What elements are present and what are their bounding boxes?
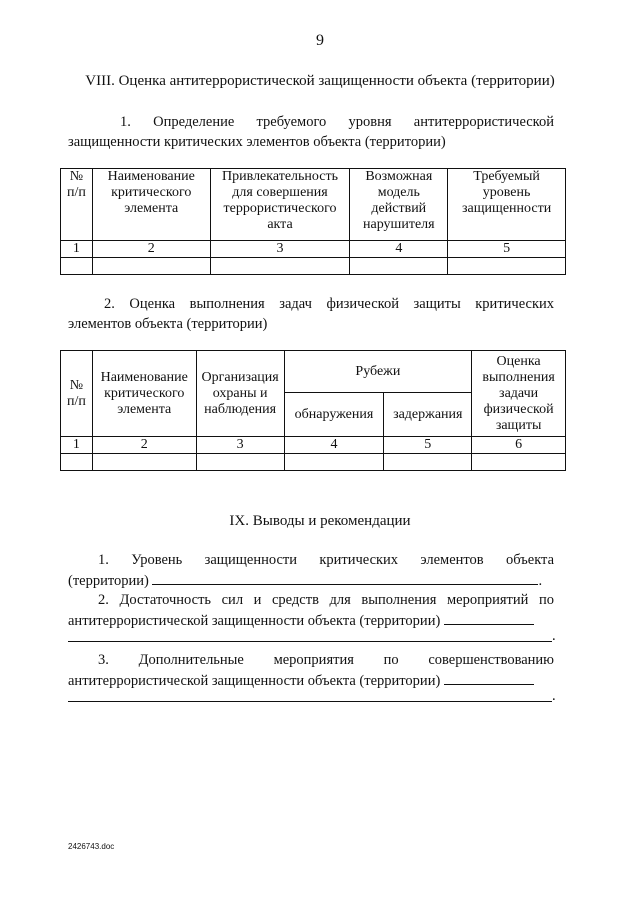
- col-number: 4: [284, 437, 384, 454]
- fill-in-line[interactable]: [68, 641, 552, 642]
- table-header-row: [61, 351, 566, 393]
- word: по: [383, 652, 399, 668]
- table-row: [61, 454, 566, 471]
- section-8-title: VIII. Оценка антитеррористической защищенности объекта (территории): [85, 73, 555, 89]
- header-evaluation: Оценка выполнения задачи физической защиты: [472, 351, 566, 437]
- header-violator-model: Возможная модель действий нарушителя: [350, 169, 448, 241]
- col-number: 1: [61, 241, 93, 258]
- col-number: 3: [210, 241, 350, 258]
- section-9-title: IX. Выводы и рекомендации: [229, 513, 411, 529]
- table-cell: [196, 454, 284, 471]
- item-2-line1: [68, 590, 554, 610]
- word: защищенности: [204, 552, 297, 568]
- conclusion-item-2: [68, 590, 554, 631]
- fill-in-line[interactable]: [68, 701, 552, 702]
- header-holding: задержания: [384, 393, 472, 437]
- word: защиты: [413, 296, 461, 312]
- table-cell: [61, 454, 93, 471]
- word: 3.: [98, 652, 109, 668]
- fill-in-line[interactable]: [152, 570, 538, 585]
- word: выполнения: [361, 592, 437, 608]
- table-cell: [61, 258, 93, 275]
- word: совершенствованию: [428, 652, 555, 668]
- table-cell: [210, 258, 350, 275]
- col-number: 4: [350, 241, 448, 258]
- item-1-line2-text: (территории): [68, 573, 149, 589]
- table-cell: [384, 454, 472, 471]
- header-detection: обнаружения: [284, 393, 384, 437]
- word: 2. Оценка: [104, 296, 176, 312]
- period: .: [552, 628, 556, 644]
- col-number: 1: [61, 437, 93, 454]
- conclusion-item-3: [68, 650, 554, 691]
- col-number: 5: [448, 241, 566, 258]
- critical-elements-table: [60, 168, 566, 275]
- word: требуемого: [256, 114, 327, 130]
- physical-protection-table: [60, 350, 566, 471]
- col-number: 2: [92, 437, 196, 454]
- word: мероприятий: [446, 592, 529, 608]
- word: 1. Определение: [120, 114, 235, 130]
- table-row: [61, 258, 566, 275]
- word: 2. Достаточность: [98, 592, 212, 608]
- word: сил: [221, 592, 244, 608]
- word: средств: [271, 592, 319, 608]
- word: объекта: [506, 552, 555, 568]
- subsection-1-line2: защищенности критических элементов объекта (территории): [68, 134, 446, 150]
- subsection-2-line2: элементов объекта (территории): [68, 316, 268, 332]
- item-2-line2-text: антитеррористической защищенности объекта (территории): [68, 613, 441, 629]
- page-number: 9: [316, 32, 324, 49]
- header-attractiveness: Привлекательность для совершения террористического акта: [210, 169, 350, 241]
- word: критических: [319, 552, 399, 568]
- word: уровня: [348, 114, 392, 130]
- col-number: 6: [472, 437, 566, 454]
- header-name: Наименование критического элемента: [92, 351, 196, 437]
- subsection-2-line1: [68, 294, 554, 314]
- header-organization: Организация охраны и наблюдения: [196, 351, 284, 437]
- fill-in-line[interactable]: [444, 670, 534, 685]
- word: задач: [279, 296, 312, 312]
- col-number: 3: [196, 437, 284, 454]
- word: выполнения: [189, 296, 265, 312]
- subsection-1-text: [68, 112, 554, 152]
- conclusion-item-1: [68, 550, 554, 591]
- table-cell: [92, 258, 210, 275]
- table-cell: [448, 258, 566, 275]
- word: по: [538, 592, 554, 608]
- table-cell: [284, 454, 384, 471]
- col-number: 5: [384, 437, 472, 454]
- header-boundaries: Рубежи: [284, 351, 472, 393]
- item-3-line2: [68, 670, 554, 691]
- item-3-line2-text: антитеррористической защищенности объекта (территории): [68, 673, 441, 689]
- word: Дополнительные: [138, 652, 244, 668]
- word: мероприятия: [273, 652, 354, 668]
- item-3-line1: [68, 650, 554, 670]
- period: .: [552, 688, 556, 704]
- item-1-line1: [68, 550, 554, 570]
- word: физической: [326, 296, 399, 312]
- col-number: 2: [92, 241, 210, 258]
- subsection-2-text: [68, 294, 554, 334]
- word: 1.: [98, 552, 109, 568]
- word: для: [329, 592, 351, 608]
- table-cell: [350, 258, 448, 275]
- table-cell: [472, 454, 566, 471]
- word: элементов: [420, 552, 484, 568]
- table-cell: [92, 454, 196, 471]
- subsection-1-line1: [68, 112, 554, 132]
- word: и: [253, 592, 262, 608]
- header-name: Наименование критического элемента: [92, 169, 210, 241]
- header-num: № п/п: [61, 169, 93, 241]
- word: критических: [475, 296, 554, 312]
- header-num: № п/п: [61, 351, 93, 437]
- document-code: 2426743.doc: [68, 842, 115, 851]
- table-header-row: [61, 169, 566, 241]
- item-1-line2: (территории) .: [68, 570, 554, 591]
- header-required-level: Требуемый уровень защищенности: [448, 169, 566, 241]
- fill-in-line[interactable]: [444, 610, 534, 625]
- table-number-row: [61, 437, 566, 454]
- item-2-line2: [68, 610, 554, 631]
- table-number-row: [61, 241, 566, 258]
- word: антитеррористической: [413, 114, 554, 130]
- word: Уровень: [131, 552, 183, 568]
